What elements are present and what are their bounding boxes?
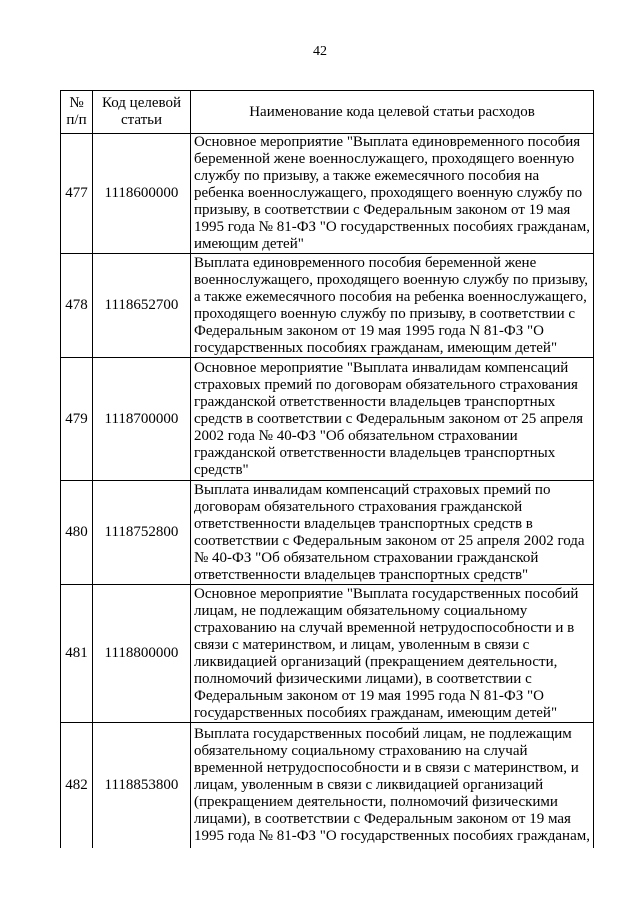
row-code: 1118652700	[93, 254, 191, 358]
row-num: 482	[61, 723, 93, 848]
table-row	[61, 254, 594, 358]
table-row	[61, 481, 594, 585]
row-num: 477	[61, 134, 93, 254]
row-code: 1118600000	[93, 134, 191, 254]
row-code: 1118700000	[93, 358, 191, 481]
row-code: 1118752800	[93, 481, 191, 585]
row-code: 1118853800	[93, 723, 191, 848]
row-name: Выплата государственных пособий лицам, не подлежащим обязательному социальному страхованию на случай временной нетрудоспособности и в связи с материнством, и лицам, уволенным в связи с ликвидацией организаций (прекращением деятельности, полномочий физическими лицами), в соответствии с Федеральным законом от 19 мая 1995 года № 81-ФЗ "О государственных пособиях гражданам,	[191, 723, 594, 848]
page-number: 42	[313, 44, 327, 59]
table-row	[61, 723, 594, 848]
row-num: 481	[61, 585, 93, 723]
row-name: Основное мероприятие "Выплата инвалидам компенсаций страховых премий по договорам обязательного страхования гражданской ответственности владельцев транспортных средств в соответствии с Федеральным законом от 25 апреля 2002 года № 40-ФЗ "Об обязательном страховании гражданской ответственности владельцев транспортных средств"	[191, 358, 594, 481]
table-row	[61, 358, 594, 481]
row-name: Основное мероприятие "Выплата единовременного пособия беременной жене военнослужащего, проходящего военную службу по призыву, а также ежемесячного пособия на ребенка военнослужащего, проходящего военную службу по призыву, в соответствии с Федеральным законом от 19 мая 1995 года № 81-ФЗ "О государственных пособиях гражданам, имеющим детей"	[191, 134, 594, 254]
header-code: Код целевой статьи	[93, 91, 191, 134]
row-name: Выплата инвалидам компенсаций страховых премий по договорам обязательного страхования гражданской ответственности владельцев транспортных средств в соответствии с Федеральным законом от 25 апреля 2002 года № 40-ФЗ "Об обязательном страховании гражданской ответственности владельцев транспортных средств"	[191, 481, 594, 585]
row-num: 480	[61, 481, 93, 585]
table-header-row	[61, 91, 594, 134]
row-name: Выплата единовременного пособия беременной жене военнослужащего, проходящего военную службу по призыву, а также ежемесячного пособия на ребенка военнослужащего, проходящего военную службу по призыву, в соответствии с Федеральным законом от 19 мая 1995 года N 81-ФЗ "О государственных пособиях гражданам, имеющим детей"	[191, 254, 594, 358]
header-num: № п/п	[61, 91, 93, 134]
table-row	[61, 585, 594, 723]
target-codes-table	[60, 90, 594, 848]
row-name: Основное мероприятие "Выплата государственных пособий лицам, не подлежащим обязательному социальному страхованию на случай временной нетрудоспособности и в связи с материнством, и лицам, уволенным в связи с ликвидацией организаций (прекращением деятельности, полномочий физическими лицами), в соответствии с Федеральным законом от 19 мая 1995 года N 81-ФЗ "О государственных пособиях гражданам, имеющим детей"	[191, 585, 594, 723]
header-name: Наименование кода целевой статьи расходов	[191, 91, 594, 134]
table-row	[61, 134, 594, 254]
row-num: 479	[61, 358, 93, 481]
row-num: 478	[61, 254, 93, 358]
row-code: 1118800000	[93, 585, 191, 723]
